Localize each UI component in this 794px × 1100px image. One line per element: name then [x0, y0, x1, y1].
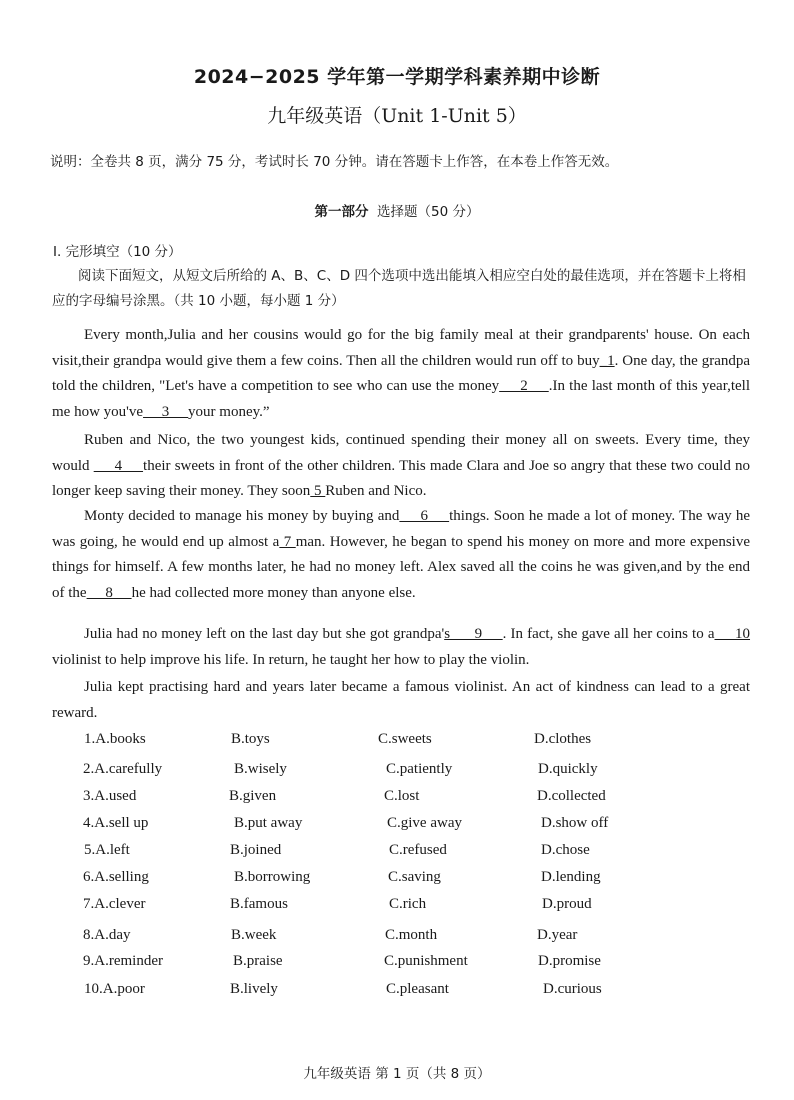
passage-paragraph-5: Julia kept practising hard and years later became a famous violinist. An act of kindness can lead to a great reward. — [52, 679, 750, 721]
option-a: 8.A.day — [83, 927, 131, 943]
section-heading: I. 完形填空（10 分） — [53, 244, 182, 260]
passage-text: violinist to help improve his life. In return, he taught her how to play the violin. — [52, 651, 530, 668]
passage-text: man. However, he began to spend his money on more and more expensive things for himself. A few months later, he had no money left. Alex saved all the coins he was given,and by the end of the — [52, 533, 750, 601]
option-c: C.sweets — [378, 731, 432, 747]
option-a: 5.A.left — [84, 842, 130, 858]
option-d: D.collected — [537, 788, 606, 804]
option-d: D.curious — [543, 981, 602, 997]
option-c: C.punishment — [384, 953, 468, 969]
option-d: D.promise — [538, 953, 601, 969]
option-b: B.borrowing — [234, 869, 311, 885]
exam-subtitle: 九年级英语（Unit 1-Unit 5） — [267, 105, 527, 127]
option-c: C.give away — [387, 815, 462, 831]
page-footer: 九年级英语 第 1 页（共 8 页） — [303, 1066, 491, 1082]
part-name: 第一部分 — [314, 204, 369, 220]
passage-text: he had collected more money than anyone else. — [131, 584, 416, 601]
option-c: C.pleasant — [386, 981, 449, 997]
passage-text: your money.” — [188, 403, 270, 420]
option-d: D.lending — [541, 869, 601, 885]
option-a: 7.A.clever — [83, 896, 146, 912]
option-a: 2.A.carefully — [83, 761, 163, 777]
blank-10: 10 — [714, 626, 751, 642]
option-b: B.wisely — [234, 761, 287, 777]
passage-paragraph-4 — [52, 622, 750, 673]
option-a: 1.A.books — [84, 731, 146, 747]
blank-9: s 9 — [444, 626, 503, 642]
option-c: C.lost — [384, 788, 420, 804]
passage-paragraph-2 — [52, 428, 750, 505]
option-b: B.week — [231, 927, 277, 943]
option-a: 10.A.poor — [84, 981, 145, 997]
option-b: B.toys — [231, 731, 270, 747]
passage-text: Monty decided to manage his money by buying and — [84, 508, 400, 524]
passage-text: . One day, the grandpa told the children, "Let's have a competition to see who can use the money — [52, 352, 751, 394]
blank-3: 3 — [143, 403, 189, 420]
option-a: 4.A.sell up — [83, 815, 149, 831]
option-b: B.lively — [230, 981, 278, 997]
option-b: B.joined — [230, 842, 282, 858]
option-c: C.refused — [389, 842, 447, 858]
option-d: D.year — [537, 927, 578, 943]
blank-2: 2 — [499, 378, 549, 394]
passage-paragraph-1 — [52, 323, 750, 425]
option-c: C.month — [385, 927, 438, 943]
option-c: C.patiently — [386, 761, 453, 777]
option-d: D.proud — [542, 896, 592, 912]
blank-1: _1 — [599, 352, 615, 369]
option-c: C.saving — [388, 869, 441, 885]
option-b: B.given — [229, 788, 277, 804]
option-c: C.rich — [389, 896, 427, 912]
blank-6: 6 — [399, 508, 450, 524]
option-d: D.clothes — [534, 731, 592, 747]
option-d: D.show off — [541, 815, 609, 831]
option-d: D.chose — [541, 842, 590, 858]
passage-text: Ruben and Nico. — [325, 483, 427, 499]
option-a: 3.A.used — [83, 788, 137, 804]
option-b: B.praise — [233, 953, 283, 969]
part-heading — [0, 200, 794, 220]
passage-text: things. Soon he made a lot of money. The way he was going, he would end up almost a — [52, 508, 751, 550]
section-directions: 阅读下面短文，从短文后所给的 A、B、C、D 四个选项中选出能填入相应空白处的最佳选项，并在答题卡上将相应的字母编号涂黑。（共 10 小题，每小题 1 分） — [52, 268, 746, 309]
option-d: D.quickly — [538, 761, 598, 777]
passage-text: Every month,Julia and her cousins would go for the big family meal at their grandparents' house. On each visit,their grandpa would give them a few coins. Then all the children would run off to buy — [52, 327, 750, 369]
blank-5: 5 — [310, 483, 326, 499]
passage-text: Julia had no money left on the last day but she got grandpa' — [84, 626, 445, 642]
passage-text: .In the last month of this year,tell me how you've — [52, 378, 751, 420]
passage-paragraph-3 — [52, 504, 750, 606]
blank-7: 7 — [279, 533, 296, 550]
part-description: 选择题（50 分） — [377, 204, 480, 220]
option-a: 6.A.selling — [83, 869, 149, 885]
exam-instructions: 说明：全卷共 8 页，满分 75 分，考试时长 70 分钟。请在答题卡上作答，在本卷上作答无效。 — [50, 154, 619, 170]
blank-4: 4 — [93, 457, 144, 474]
passage-text: their sweets in front of the other children. This made Clara and Joe so angry that these two could no longer keep saving their money. They soon — [52, 457, 751, 499]
exam-title: 2024−2025 学年第一学期学科素养期中诊断 — [193, 66, 601, 88]
passage-text: Ruben and Nico, the two youngest kids, continued spending their money all on sweets. Every time, they would — [52, 432, 750, 474]
passage-text: . In fact, she gave all her coins to a — [502, 626, 715, 642]
blank-8: 8 — [86, 584, 132, 601]
option-a: 9.A.reminder — [83, 953, 163, 969]
option-b: B.famous — [230, 896, 288, 912]
option-b: B.put away — [234, 815, 303, 831]
